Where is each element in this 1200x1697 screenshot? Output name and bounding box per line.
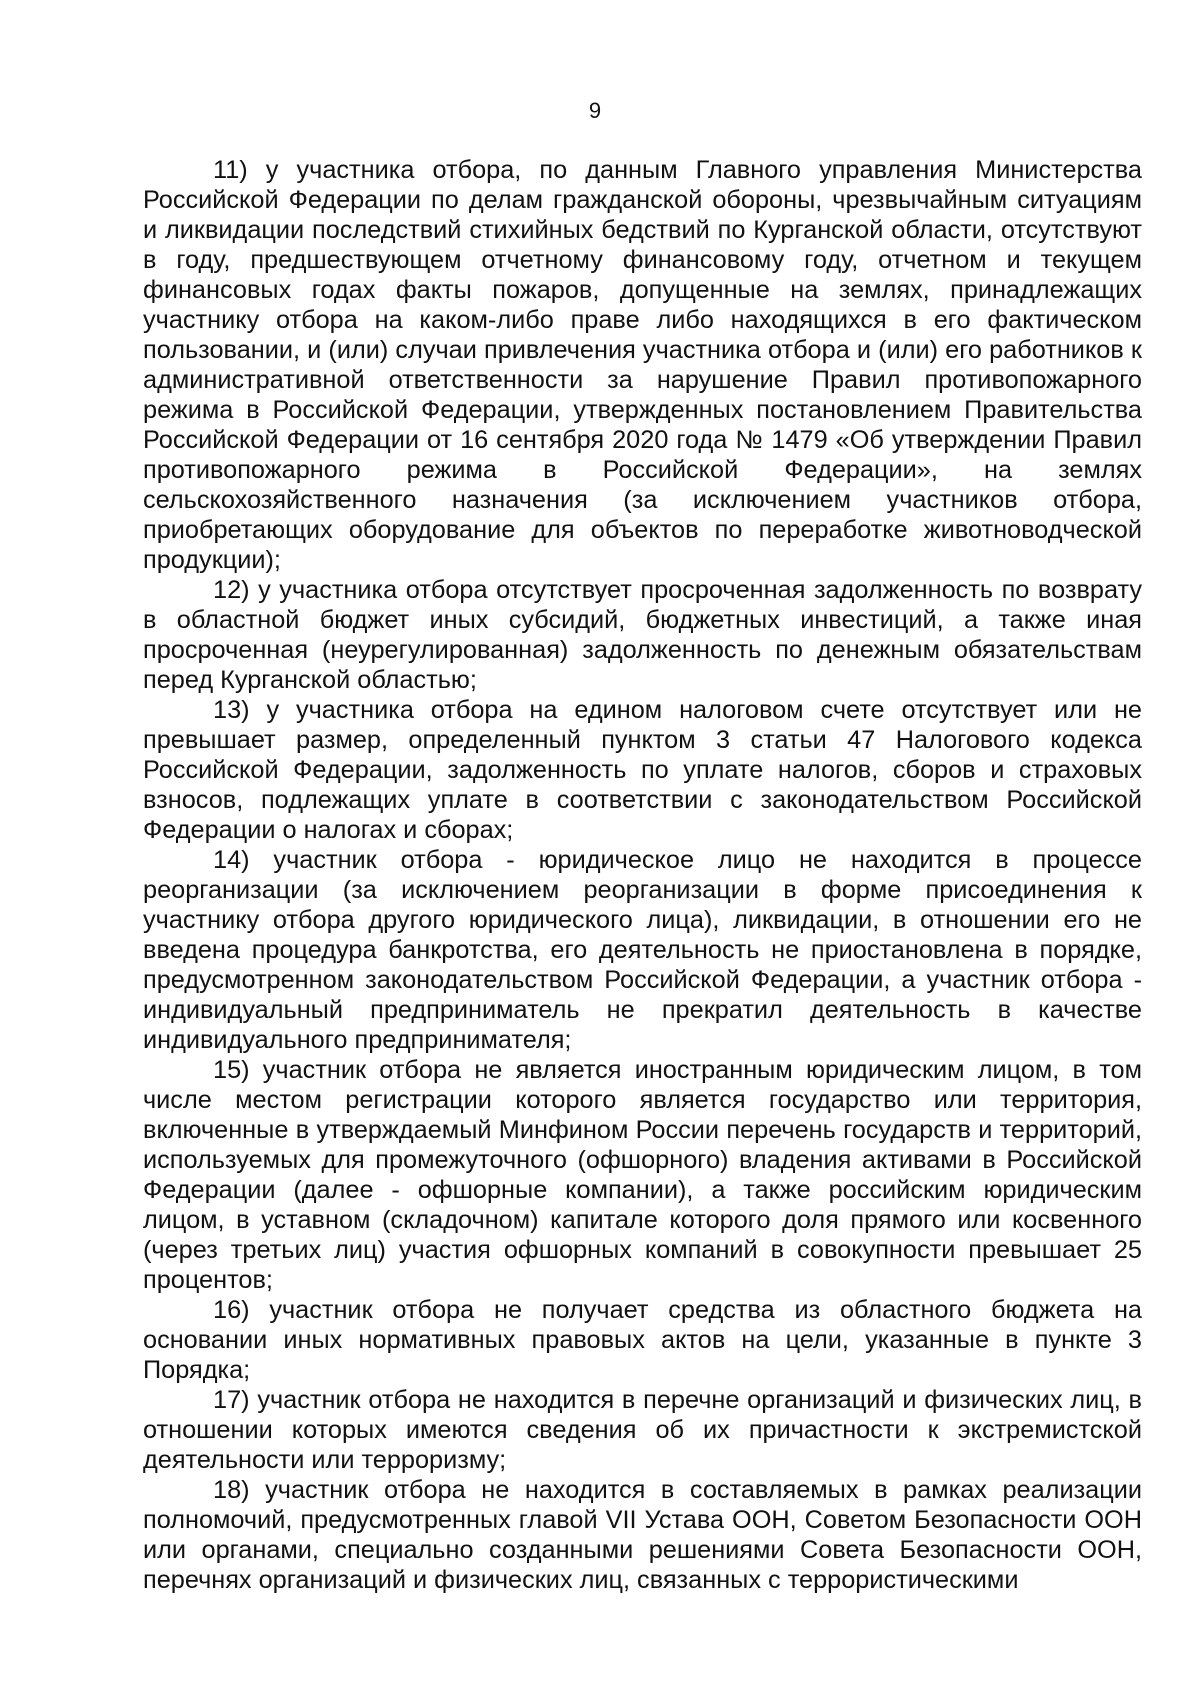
document-body xyxy=(143,155,1142,1595)
paragraph-item-14: 14) участник отбора - юридическое лицо не находится в процессе реорганизации (за исключением реорганизации в форме присоединения к участнику отбора другого юридического лица), ликвидации, в отношении его не введена процедура банкротства, его деятельность не приостановлена в порядке, предусмотренном законодательством Российской Федерации, а участник отбора - индивидуальный предприниматель не прекратил деятельность в качестве индивидуального предпринимателя; xyxy=(143,846,1142,1054)
paragraph-item-11: 11) у участника отбора, по данным Главного управления Министерства Российской Федерации по делам гражданской обороны, чрезвычайным ситуациям и ликвидации последствий стихийных бедствий по Курганской области, отсутствуют в году, предшествующем отчетному финансовому году, отчетном и текущем финансовых годах факты пожаров, допущенные на землях, принадлежащих участнику отбора на каком-либо праве либо находящихся в его фактическом пользовании, и (или) случаи привлечения участника отбора и (или) его работников к административной ответственности за нарушение Правил противопожарного режима в Российской Федерации, утвержденных постановлением Правительства Российской Федерации от 16 сентября 2020 года № 1479 «Об утверждении Правил противопожарного режима в Российской Федерации», на землях сельскохозяйственного назначения (за исключением участников отбора, приобретающих оборудование для объектов по переработке животноводческой продукции); xyxy=(143,156,1142,574)
paragraph-item-16: 16) участник отбора не получает средства из областного бюджета на основании иных нормативных правовых актов на цели, указанные в пункте 3 Порядка; xyxy=(143,1296,1142,1384)
paragraph-item-13: 13) у участника отбора на едином налоговом счете отсутствует или не превышает размер, определенный пунктом 3 статьи 47 Налогового кодекса Российской Федерации, задолженность по уплате налогов, сборов и страховых взносов, подлежащих уплате в соответствии с законодательством Российской Федерации о налогах и сборах; xyxy=(143,696,1142,844)
page-number: 9 xyxy=(588,98,602,123)
paragraph-item-18: 18) участник отбора не находится в составляемых в рамках реализации полномочий, предусмотренных главой VII Устава ООН, Советом Безопасности ООН или органами, специально созданными решениями Совета Безопасности ООН, перечнях организаций и физических лиц, связанных с террористическими xyxy=(143,1476,1142,1594)
paragraph-item-12: 12) у участника отбора отсутствует просроченная задолженность по возврату в областной бюджет иных субсидий, бюджетных инвестиций, а также иная просроченная (неурегулированная) задолженность по денежным обязательствам перед Курганской областью; xyxy=(143,576,1142,694)
paragraph-item-15: 15) участник отбора не является иностранным юридическим лицом, в том числе местом регистрации которого является государство или территория, включенные в утверждаемый Минфином России перечень государств и территорий, используемых для промежуточного (офшорного) владения активами в Российской Федерации (далее - офшорные компании), а также российским юридическим лицом, в уставном (складочном) капитале которого доля прямого или косвенного (через третьих лиц) участия офшорных компаний в совокупности превышает 25 процентов; xyxy=(143,1056,1142,1294)
paragraph-item-17: 17) участник отбора не находится в перечне организаций и физических лиц, в отношении которых имеются сведения об их причастности к экстремистской деятельности или терроризму; xyxy=(143,1386,1142,1474)
